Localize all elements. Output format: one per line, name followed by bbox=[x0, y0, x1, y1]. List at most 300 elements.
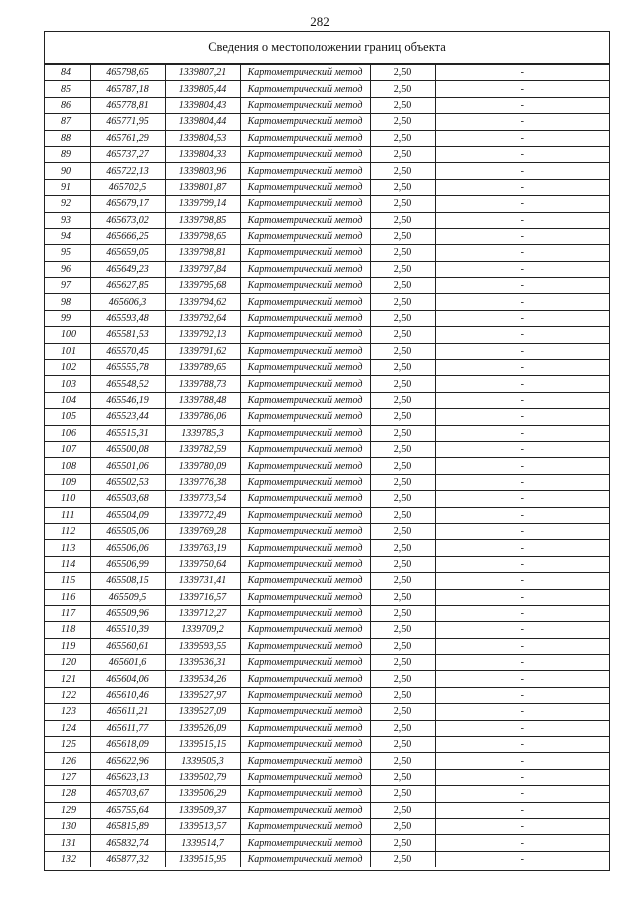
point-number-cell: 127 bbox=[45, 769, 90, 785]
x-coordinate-cell: 465703,67 bbox=[90, 786, 165, 802]
method-cell: Картометрический метод bbox=[240, 327, 370, 343]
accuracy-cell: 2,50 bbox=[370, 556, 435, 572]
y-coordinate-cell: 1339799,14 bbox=[165, 196, 240, 212]
y-coordinate-cell: 1339513,57 bbox=[165, 818, 240, 834]
accuracy-cell: 2,50 bbox=[370, 261, 435, 277]
accuracy-cell: 2,50 bbox=[370, 704, 435, 720]
note-cell: - bbox=[435, 343, 609, 359]
point-number-cell: 124 bbox=[45, 720, 90, 736]
x-coordinate-cell: 465722,13 bbox=[90, 163, 165, 179]
table-row bbox=[45, 573, 609, 589]
table-row bbox=[45, 786, 609, 802]
x-coordinate-cell: 465679,17 bbox=[90, 196, 165, 212]
note-cell: - bbox=[435, 556, 609, 572]
note-cell: - bbox=[435, 425, 609, 441]
y-coordinate-cell: 1339515,15 bbox=[165, 737, 240, 753]
point-number-cell: 87 bbox=[45, 114, 90, 130]
method-cell: Картометрический метод bbox=[240, 392, 370, 408]
note-cell: - bbox=[435, 523, 609, 539]
x-coordinate-cell: 465560,61 bbox=[90, 638, 165, 654]
note-cell: - bbox=[435, 228, 609, 244]
note-cell: - bbox=[435, 540, 609, 556]
accuracy-cell: 2,50 bbox=[370, 196, 435, 212]
table-row bbox=[45, 327, 609, 343]
accuracy-cell: 2,50 bbox=[370, 851, 435, 867]
y-coordinate-cell: 1339509,37 bbox=[165, 802, 240, 818]
point-number-cell: 119 bbox=[45, 638, 90, 654]
x-coordinate-cell: 465503,68 bbox=[90, 491, 165, 507]
method-cell: Картометрический метод bbox=[240, 81, 370, 97]
method-cell: Картометрический метод bbox=[240, 605, 370, 621]
y-coordinate-cell: 1339788,48 bbox=[165, 392, 240, 408]
x-coordinate-cell: 465666,25 bbox=[90, 228, 165, 244]
y-coordinate-cell: 1339782,59 bbox=[165, 441, 240, 457]
method-cell: Картометрический метод bbox=[240, 687, 370, 703]
table-row bbox=[45, 130, 609, 146]
method-cell: Картометрический метод bbox=[240, 343, 370, 359]
x-coordinate-cell: 465601,6 bbox=[90, 655, 165, 671]
method-cell: Картометрический метод bbox=[240, 851, 370, 867]
x-coordinate-cell: 465798,65 bbox=[90, 65, 165, 81]
y-coordinate-cell: 1339789,65 bbox=[165, 360, 240, 376]
table-row bbox=[45, 409, 609, 425]
note-cell: - bbox=[435, 622, 609, 638]
method-cell: Картометрический метод bbox=[240, 245, 370, 261]
table-row bbox=[45, 360, 609, 376]
x-coordinate-cell: 465877,32 bbox=[90, 851, 165, 867]
x-coordinate-cell: 465606,3 bbox=[90, 294, 165, 310]
x-coordinate-cell: 465778,81 bbox=[90, 97, 165, 113]
note-cell: - bbox=[435, 474, 609, 490]
x-coordinate-cell: 465622,96 bbox=[90, 753, 165, 769]
method-cell: Картометрический метод bbox=[240, 638, 370, 654]
y-coordinate-cell: 1339506,29 bbox=[165, 786, 240, 802]
point-number-cell: 129 bbox=[45, 802, 90, 818]
table-row bbox=[45, 245, 609, 261]
method-cell: Картометрический метод bbox=[240, 655, 370, 671]
y-coordinate-cell: 1339786,06 bbox=[165, 409, 240, 425]
accuracy-cell: 2,50 bbox=[370, 163, 435, 179]
method-cell: Картометрический метод bbox=[240, 507, 370, 523]
table-row bbox=[45, 507, 609, 523]
method-cell: Картометрический метод bbox=[240, 294, 370, 310]
table-row bbox=[45, 687, 609, 703]
point-number-cell: 115 bbox=[45, 573, 90, 589]
accuracy-cell: 2,50 bbox=[370, 491, 435, 507]
y-coordinate-cell: 1339792,13 bbox=[165, 327, 240, 343]
table-row bbox=[45, 737, 609, 753]
y-coordinate-cell: 1339801,87 bbox=[165, 179, 240, 195]
table-row bbox=[45, 851, 609, 867]
y-coordinate-cell: 1339526,09 bbox=[165, 720, 240, 736]
table-row bbox=[45, 491, 609, 507]
table-row bbox=[45, 212, 609, 228]
note-cell: - bbox=[435, 327, 609, 343]
y-coordinate-cell: 1339780,09 bbox=[165, 458, 240, 474]
y-coordinate-cell: 1339709,2 bbox=[165, 622, 240, 638]
point-number-cell: 102 bbox=[45, 360, 90, 376]
accuracy-cell: 2,50 bbox=[370, 507, 435, 523]
y-coordinate-cell: 1339769,28 bbox=[165, 523, 240, 539]
table-row bbox=[45, 294, 609, 310]
note-cell: - bbox=[435, 409, 609, 425]
table-row bbox=[45, 523, 609, 539]
method-cell: Картометрический метод bbox=[240, 491, 370, 507]
accuracy-cell: 2,50 bbox=[370, 474, 435, 490]
method-cell: Картометрический метод bbox=[240, 458, 370, 474]
point-number-cell: 123 bbox=[45, 704, 90, 720]
table-row bbox=[45, 278, 609, 294]
x-coordinate-cell: 465548,52 bbox=[90, 376, 165, 392]
accuracy-cell: 2,50 bbox=[370, 425, 435, 441]
accuracy-cell: 2,50 bbox=[370, 294, 435, 310]
note-cell: - bbox=[435, 605, 609, 621]
method-cell: Картометрический метод bbox=[240, 737, 370, 753]
point-number-cell: 95 bbox=[45, 245, 90, 261]
point-number-cell: 114 bbox=[45, 556, 90, 572]
point-number-cell: 94 bbox=[45, 228, 90, 244]
method-cell: Картометрический метод bbox=[240, 65, 370, 81]
method-cell: Картометрический метод bbox=[240, 622, 370, 638]
point-number-cell: 113 bbox=[45, 540, 90, 556]
method-cell: Картометрический метод bbox=[240, 556, 370, 572]
accuracy-cell: 2,50 bbox=[370, 81, 435, 97]
x-coordinate-cell: 465659,05 bbox=[90, 245, 165, 261]
point-number-cell: 97 bbox=[45, 278, 90, 294]
point-number-cell: 131 bbox=[45, 835, 90, 851]
method-cell: Картометрический метод bbox=[240, 835, 370, 851]
note-cell: - bbox=[435, 491, 609, 507]
y-coordinate-cell: 1339716,57 bbox=[165, 589, 240, 605]
x-coordinate-cell: 465508,15 bbox=[90, 573, 165, 589]
point-number-cell: 99 bbox=[45, 310, 90, 326]
x-coordinate-cell: 465593,48 bbox=[90, 310, 165, 326]
y-coordinate-cell: 1339788,73 bbox=[165, 376, 240, 392]
note-cell: - bbox=[435, 245, 609, 261]
note-cell: - bbox=[435, 671, 609, 687]
point-number-cell: 103 bbox=[45, 376, 90, 392]
accuracy-cell: 2,50 bbox=[370, 130, 435, 146]
method-cell: Картометрический метод bbox=[240, 769, 370, 785]
x-coordinate-cell: 465509,96 bbox=[90, 605, 165, 621]
method-cell: Картометрический метод bbox=[240, 146, 370, 162]
accuracy-cell: 2,50 bbox=[370, 818, 435, 834]
y-coordinate-cell: 1339527,97 bbox=[165, 687, 240, 703]
point-number-cell: 122 bbox=[45, 687, 90, 703]
method-cell: Картометрический метод bbox=[240, 228, 370, 244]
x-coordinate-cell: 465502,53 bbox=[90, 474, 165, 490]
note-cell: - bbox=[435, 835, 609, 851]
method-cell: Картометрический метод bbox=[240, 720, 370, 736]
method-cell: Картометрический метод bbox=[240, 130, 370, 146]
y-coordinate-cell: 1339795,68 bbox=[165, 278, 240, 294]
point-number-cell: 111 bbox=[45, 507, 90, 523]
accuracy-cell: 2,50 bbox=[370, 458, 435, 474]
method-cell: Картометрический метод bbox=[240, 441, 370, 457]
point-number-cell: 90 bbox=[45, 163, 90, 179]
note-cell: - bbox=[435, 753, 609, 769]
y-coordinate-cell: 1339797,84 bbox=[165, 261, 240, 277]
accuracy-cell: 2,50 bbox=[370, 245, 435, 261]
note-cell: - bbox=[435, 261, 609, 277]
y-coordinate-cell: 1339534,26 bbox=[165, 671, 240, 687]
x-coordinate-cell: 465761,29 bbox=[90, 130, 165, 146]
accuracy-cell: 2,50 bbox=[370, 589, 435, 605]
x-coordinate-cell: 465501,06 bbox=[90, 458, 165, 474]
y-coordinate-cell: 1339807,21 bbox=[165, 65, 240, 81]
accuracy-cell: 2,50 bbox=[370, 786, 435, 802]
accuracy-cell: 2,50 bbox=[370, 212, 435, 228]
table-row bbox=[45, 65, 609, 81]
method-cell: Картометрический метод bbox=[240, 278, 370, 294]
table-caption: Сведения о местоположении границ объекта bbox=[45, 32, 609, 64]
y-coordinate-cell: 1339731,41 bbox=[165, 573, 240, 589]
accuracy-cell: 2,50 bbox=[370, 573, 435, 589]
x-coordinate-cell: 465504,09 bbox=[90, 507, 165, 523]
x-coordinate-cell: 465702,5 bbox=[90, 179, 165, 195]
x-coordinate-cell: 465604,06 bbox=[90, 671, 165, 687]
point-number-cell: 108 bbox=[45, 458, 90, 474]
note-cell: - bbox=[435, 786, 609, 802]
method-cell: Картометрический метод bbox=[240, 474, 370, 490]
table-row bbox=[45, 179, 609, 195]
point-number-cell: 89 bbox=[45, 146, 90, 162]
table-row bbox=[45, 818, 609, 834]
accuracy-cell: 2,50 bbox=[370, 97, 435, 113]
table-row bbox=[45, 720, 609, 736]
point-number-cell: 100 bbox=[45, 327, 90, 343]
note-cell: - bbox=[435, 278, 609, 294]
coordinates-table bbox=[45, 64, 609, 867]
point-number-cell: 96 bbox=[45, 261, 90, 277]
y-coordinate-cell: 1339798,81 bbox=[165, 245, 240, 261]
accuracy-cell: 2,50 bbox=[370, 360, 435, 376]
point-number-cell: 92 bbox=[45, 196, 90, 212]
x-coordinate-cell: 465627,85 bbox=[90, 278, 165, 294]
method-cell: Картометрический метод bbox=[240, 540, 370, 556]
y-coordinate-cell: 1339804,33 bbox=[165, 146, 240, 162]
note-cell: - bbox=[435, 81, 609, 97]
table-row bbox=[45, 540, 609, 556]
method-cell: Картометрический метод bbox=[240, 573, 370, 589]
table-row bbox=[45, 671, 609, 687]
y-coordinate-cell: 1339527,09 bbox=[165, 704, 240, 720]
x-coordinate-cell: 465737,27 bbox=[90, 146, 165, 162]
accuracy-cell: 2,50 bbox=[370, 737, 435, 753]
note-cell: - bbox=[435, 179, 609, 195]
coordinates-table-frame bbox=[44, 31, 610, 871]
point-number-cell: 132 bbox=[45, 851, 90, 867]
y-coordinate-cell: 1339805,44 bbox=[165, 81, 240, 97]
x-coordinate-cell: 465510,39 bbox=[90, 622, 165, 638]
y-coordinate-cell: 1339772,49 bbox=[165, 507, 240, 523]
x-coordinate-cell: 465815,89 bbox=[90, 818, 165, 834]
note-cell: - bbox=[435, 720, 609, 736]
point-number-cell: 107 bbox=[45, 441, 90, 457]
accuracy-cell: 2,50 bbox=[370, 753, 435, 769]
note-cell: - bbox=[435, 737, 609, 753]
method-cell: Картометрический метод bbox=[240, 163, 370, 179]
point-number-cell: 98 bbox=[45, 294, 90, 310]
method-cell: Картометрический метод bbox=[240, 409, 370, 425]
point-number-cell: 101 bbox=[45, 343, 90, 359]
note-cell: - bbox=[435, 392, 609, 408]
x-coordinate-cell: 465523,44 bbox=[90, 409, 165, 425]
x-coordinate-cell: 465623,13 bbox=[90, 769, 165, 785]
y-coordinate-cell: 1339514,7 bbox=[165, 835, 240, 851]
point-number-cell: 130 bbox=[45, 818, 90, 834]
x-coordinate-cell: 465787,18 bbox=[90, 81, 165, 97]
y-coordinate-cell: 1339750,64 bbox=[165, 556, 240, 572]
y-coordinate-cell: 1339505,3 bbox=[165, 753, 240, 769]
accuracy-cell: 2,50 bbox=[370, 441, 435, 457]
x-coordinate-cell: 465506,06 bbox=[90, 540, 165, 556]
y-coordinate-cell: 1339803,96 bbox=[165, 163, 240, 179]
x-coordinate-cell: 465618,09 bbox=[90, 737, 165, 753]
x-coordinate-cell: 465546,19 bbox=[90, 392, 165, 408]
point-number-cell: 118 bbox=[45, 622, 90, 638]
x-coordinate-cell: 465771,95 bbox=[90, 114, 165, 130]
method-cell: Картометрический метод bbox=[240, 589, 370, 605]
accuracy-cell: 2,50 bbox=[370, 278, 435, 294]
table-row bbox=[45, 146, 609, 162]
table-row bbox=[45, 425, 609, 441]
method-cell: Картометрический метод bbox=[240, 523, 370, 539]
y-coordinate-cell: 1339763,19 bbox=[165, 540, 240, 556]
y-coordinate-cell: 1339804,43 bbox=[165, 97, 240, 113]
x-coordinate-cell: 465611,21 bbox=[90, 704, 165, 720]
table-row bbox=[45, 835, 609, 851]
accuracy-cell: 2,50 bbox=[370, 228, 435, 244]
y-coordinate-cell: 1339785,3 bbox=[165, 425, 240, 441]
note-cell: - bbox=[435, 376, 609, 392]
note-cell: - bbox=[435, 589, 609, 605]
y-coordinate-cell: 1339593,55 bbox=[165, 638, 240, 654]
method-cell: Картометрический метод bbox=[240, 97, 370, 113]
method-cell: Картометрический метод bbox=[240, 753, 370, 769]
y-coordinate-cell: 1339502,79 bbox=[165, 769, 240, 785]
point-number-cell: 86 bbox=[45, 97, 90, 113]
accuracy-cell: 2,50 bbox=[370, 655, 435, 671]
table-row bbox=[45, 458, 609, 474]
method-cell: Картометрический метод bbox=[240, 310, 370, 326]
table-row bbox=[45, 228, 609, 244]
note-cell: - bbox=[435, 802, 609, 818]
table-row bbox=[45, 655, 609, 671]
accuracy-cell: 2,50 bbox=[370, 671, 435, 687]
note-cell: - bbox=[435, 163, 609, 179]
note-cell: - bbox=[435, 65, 609, 81]
x-coordinate-cell: 465555,78 bbox=[90, 360, 165, 376]
note-cell: - bbox=[435, 655, 609, 671]
note-cell: - bbox=[435, 818, 609, 834]
x-coordinate-cell: 465500,08 bbox=[90, 441, 165, 457]
y-coordinate-cell: 1339798,85 bbox=[165, 212, 240, 228]
accuracy-cell: 2,50 bbox=[370, 638, 435, 654]
method-cell: Картометрический метод bbox=[240, 425, 370, 441]
method-cell: Картометрический метод bbox=[240, 704, 370, 720]
method-cell: Картометрический метод bbox=[240, 802, 370, 818]
y-coordinate-cell: 1339773,54 bbox=[165, 491, 240, 507]
table-row bbox=[45, 474, 609, 490]
accuracy-cell: 2,50 bbox=[370, 720, 435, 736]
accuracy-cell: 2,50 bbox=[370, 327, 435, 343]
x-coordinate-cell: 465832,74 bbox=[90, 835, 165, 851]
accuracy-cell: 2,50 bbox=[370, 409, 435, 425]
point-number-cell: 120 bbox=[45, 655, 90, 671]
method-cell: Картометрический метод bbox=[240, 376, 370, 392]
x-coordinate-cell: 465581,53 bbox=[90, 327, 165, 343]
point-number-cell: 125 bbox=[45, 737, 90, 753]
table-row bbox=[45, 261, 609, 277]
x-coordinate-cell: 465570,45 bbox=[90, 343, 165, 359]
table-row bbox=[45, 622, 609, 638]
table-row bbox=[45, 392, 609, 408]
accuracy-cell: 2,50 bbox=[370, 179, 435, 195]
x-coordinate-cell: 465673,02 bbox=[90, 212, 165, 228]
method-cell: Картометрический метод bbox=[240, 671, 370, 687]
table-row bbox=[45, 97, 609, 113]
point-number-cell: 85 bbox=[45, 81, 90, 97]
accuracy-cell: 2,50 bbox=[370, 523, 435, 539]
point-number-cell: 126 bbox=[45, 753, 90, 769]
point-number-cell: 117 bbox=[45, 605, 90, 621]
x-coordinate-cell: 465506,99 bbox=[90, 556, 165, 572]
accuracy-cell: 2,50 bbox=[370, 769, 435, 785]
x-coordinate-cell: 465611,77 bbox=[90, 720, 165, 736]
method-cell: Картометрический метод bbox=[240, 261, 370, 277]
note-cell: - bbox=[435, 130, 609, 146]
note-cell: - bbox=[435, 97, 609, 113]
page-number: 282 bbox=[310, 14, 330, 29]
point-number-cell: 91 bbox=[45, 179, 90, 195]
note-cell: - bbox=[435, 441, 609, 457]
table-row bbox=[45, 802, 609, 818]
note-cell: - bbox=[435, 114, 609, 130]
x-coordinate-cell: 465610,46 bbox=[90, 687, 165, 703]
note-cell: - bbox=[435, 196, 609, 212]
note-cell: - bbox=[435, 212, 609, 228]
y-coordinate-cell: 1339798,65 bbox=[165, 228, 240, 244]
note-cell: - bbox=[435, 294, 609, 310]
table-row bbox=[45, 376, 609, 392]
accuracy-cell: 2,50 bbox=[370, 310, 435, 326]
accuracy-cell: 2,50 bbox=[370, 687, 435, 703]
table-row bbox=[45, 163, 609, 179]
y-coordinate-cell: 1339804,44 bbox=[165, 114, 240, 130]
method-cell: Картометрический метод bbox=[240, 179, 370, 195]
note-cell: - bbox=[435, 851, 609, 867]
method-cell: Картометрический метод bbox=[240, 196, 370, 212]
accuracy-cell: 2,50 bbox=[370, 835, 435, 851]
table-row bbox=[45, 704, 609, 720]
point-number-cell: 128 bbox=[45, 786, 90, 802]
point-number-cell: 88 bbox=[45, 130, 90, 146]
point-number-cell: 112 bbox=[45, 523, 90, 539]
x-coordinate-cell: 465755,64 bbox=[90, 802, 165, 818]
table-row bbox=[45, 310, 609, 326]
point-number-cell: 105 bbox=[45, 409, 90, 425]
point-number-cell: 109 bbox=[45, 474, 90, 490]
y-coordinate-cell: 1339515,95 bbox=[165, 851, 240, 867]
point-number-cell: 106 bbox=[45, 425, 90, 441]
table-row bbox=[45, 81, 609, 97]
table-body bbox=[45, 65, 609, 868]
x-coordinate-cell: 465509,5 bbox=[90, 589, 165, 605]
table-row bbox=[45, 556, 609, 572]
method-cell: Картометрический метод bbox=[240, 786, 370, 802]
note-cell: - bbox=[435, 573, 609, 589]
